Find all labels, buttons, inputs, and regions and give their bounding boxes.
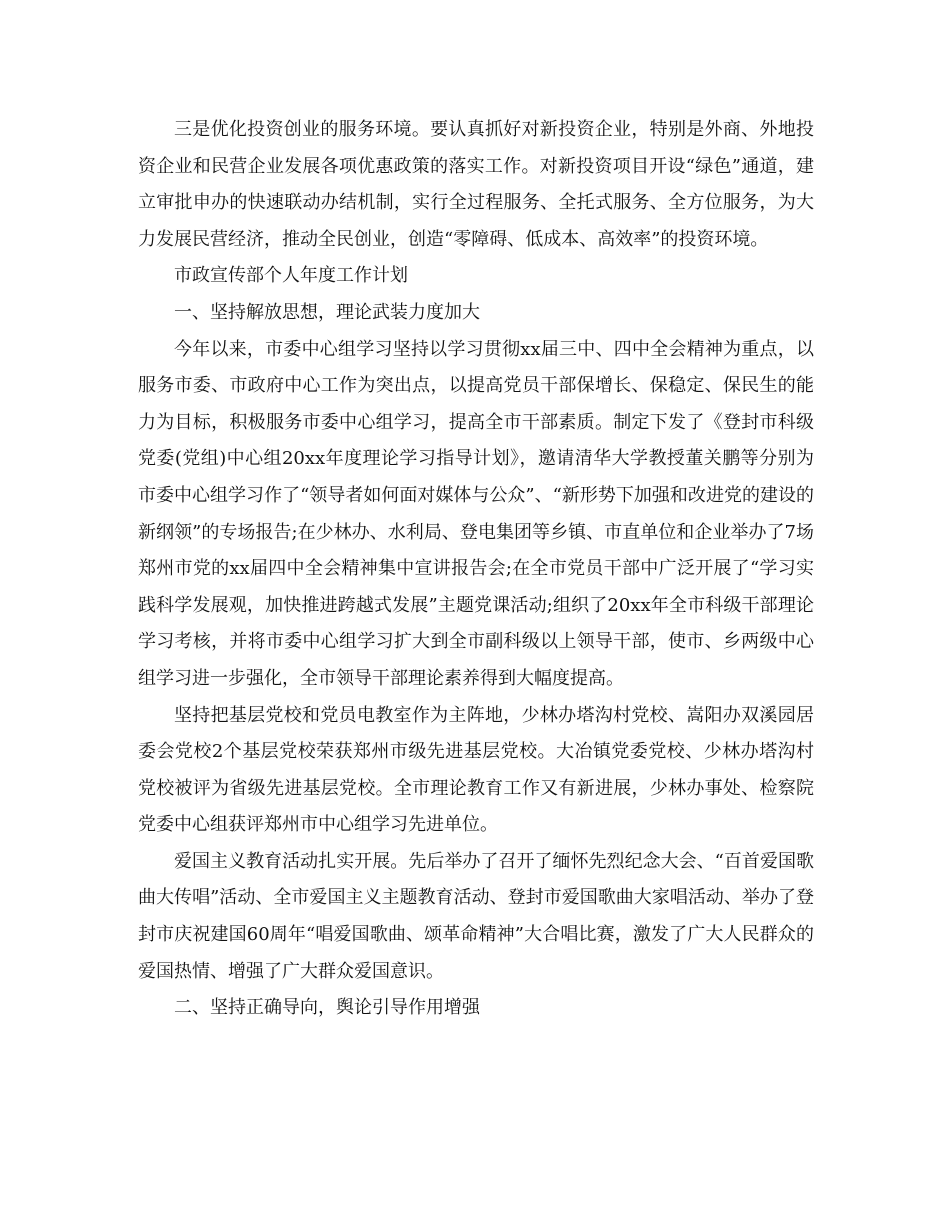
heading-theory-study: 一、坚持解放思想，理论武装力度加大 <box>174 301 480 323</box>
document-body <box>138 112 814 1027</box>
paragraph-theory-study: 今年以来，市委中心组学习坚持以学习贯彻xx届三中、四中全会精神为重点，以服务市委、市政府中心工作为突出点，以提高党员干部保增长、保稳定、保民生的能力为目标，积极服务市委中心组学习，提高全市干部素质。制定下发了《登封市科级党委(党组)中心组20xx年度理论学习指导计划》，邀请清华大学教授董关鹏等分别为市委中心组学习作了“领导者如何面对媒体与公众”、“新形势下加强和改进党的建设的新纲领”的专场报告;在少林办、水利局、登电集团等乡镇、市直单位和企业举办了7场郑州市党的xx届四中全会精神集中宣讲报告会;在全市党员干部中广泛开展了“学习实践科学发展观，加快推进跨越式发展”主题党课活动;组织了20xx年全市科级干部理论学习考核，并将市委中心组学习扩大到全市副科级以上领导干部，使市、乡两级中心组学习进一步强化，全市领导干部理论素养得到大幅度提高。 <box>138 338 814 689</box>
section-title: 市政宣传部个人年度工作计划 <box>174 265 408 287</box>
paragraph-patriotic-education: 爱国主义教育活动扎实开展。先后举办了召开了缅怀先烈纪念大会、“百首爱国歌曲大传唱”活动、全市爱国主义主题教育活动、登封市爱国歌曲大家唱活动、举办了登封市庆祝建国60周年“唱爱国歌曲、颂革命精神”大合唱比赛，激发了广大人民群众的爱国热情、增强了广大群众爱国意识。 <box>138 850 814 982</box>
paragraph-investment-environment: 三是优化投资创业的服务环境。要认真抓好对新投资企业，特别是外商、外地投资企业和民营企业发展各项优惠政策的落实工作。对新投资项目开设“绿色”通道，建立审批申办的快速联动办结机制，实行全过程服务、全托式服务、全方位服务，为大力发展民营经济，推动全民创业，创造“零障碍、低成本、高效率”的投资环境。 <box>138 119 814 250</box>
heading-public-opinion: 二、坚持正确导向，舆论引导作用增强 <box>174 997 480 1019</box>
paragraph-party-schools: 坚持把基层党校和党员电教室作为主阵地，少林办塔沟村党校、嵩阳办双溪园居委会党校2个基层党校荣获郑州市级先进基层党校。大冶镇党委党校、少林办塔沟村党校被评为省级先进基层党校。全市理论教育工作又有新进展，少林办事处、检察院党委中心组获评郑州市中心组学习先进单位。 <box>138 704 814 836</box>
